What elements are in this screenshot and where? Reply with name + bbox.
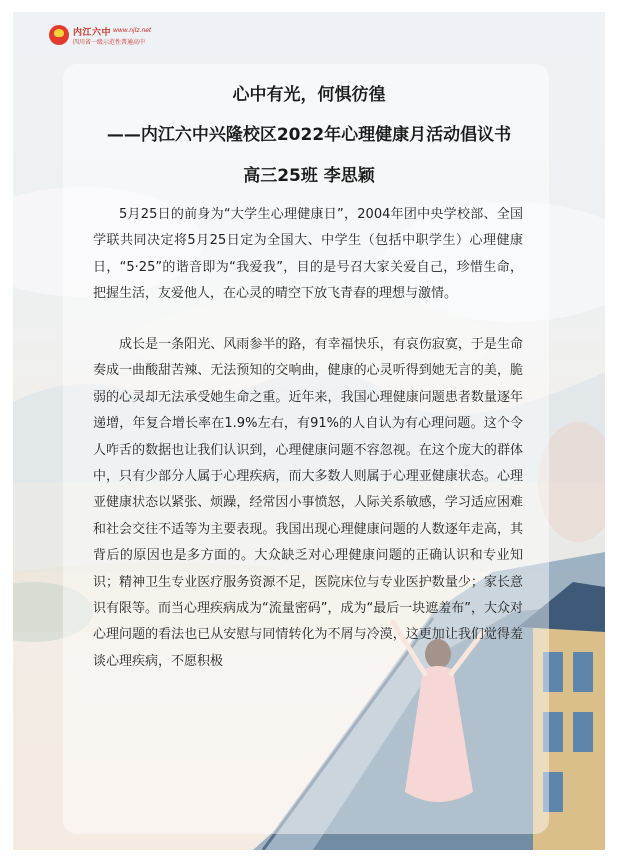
- school-slogan: 四川省一级示范性普通高中: [73, 39, 146, 46]
- building-window: [573, 652, 593, 692]
- document-author: 高三25班 李思颖: [243, 166, 375, 186]
- document-title: 心中有光，何惧彷徨: [232, 85, 386, 105]
- school-name: 内江六中: [73, 28, 112, 38]
- paragraph-1: 5月25日的前身为“大学生心理健康日”，2004年团中央学校部、全国学联共同决定将5月25日定为全国大、中学生（包括中职学生）心理健康日，“5·25”的谐音即为“我爱我”，目的是号召大家关爱自己，珍惜生命，把握生活，友爱他人，在心灵的晴空下放飞青春的理想与激情。: [93, 207, 523, 302]
- document-subtitle: ——内江六中兴隆校区2022年心理健康月活动倡议书: [106, 125, 512, 145]
- building-window: [573, 712, 593, 752]
- school-url: www.njlz.net: [113, 27, 152, 34]
- school-emblem-icon: [49, 25, 69, 45]
- paragraph-2: 成长是一条阳光、风雨参半的路，有幸福快乐，有哀伤寂寞，于是生命奏成一曲酸甜苦辣、无法预知的交响曲，健康的心灵听得到她无言的美，脆弱的心灵却无法承受她生命之重。近年来，我国心理健康问题患者数量逐年递增，年复合增长率在1.9%左右，有91%的人自认为有心理问题。这个令人咋舌的数据也让我们认识到，心理健康问题不容忽视。在这个庞大的群体中，只有少部分人属于心理疾病，而大多数人则属于心理亚健康状态。心理亚健康状态以紧张、烦躁，经常因小事愤怒，人际关系敏感，学习适应困难和社会交往不适等为主要表现。我国出现心理健康问题的人数逐年走高，其背后的原因也是多方面的。大众缺乏对心理健康问题的正确认识和专业知识；精神卫生专业医疗服务资源不足，医院床位与专业医护数量少；家长意识有限等。而当心理疾病成为“流量密码”，成为“最后一块遮羞布”，大众对心理问题的看法也已从安慰与同情转化为不屑与冷漠，这更加让我们觉得羞谈心理疾病，不愿积极: [93, 337, 523, 669]
